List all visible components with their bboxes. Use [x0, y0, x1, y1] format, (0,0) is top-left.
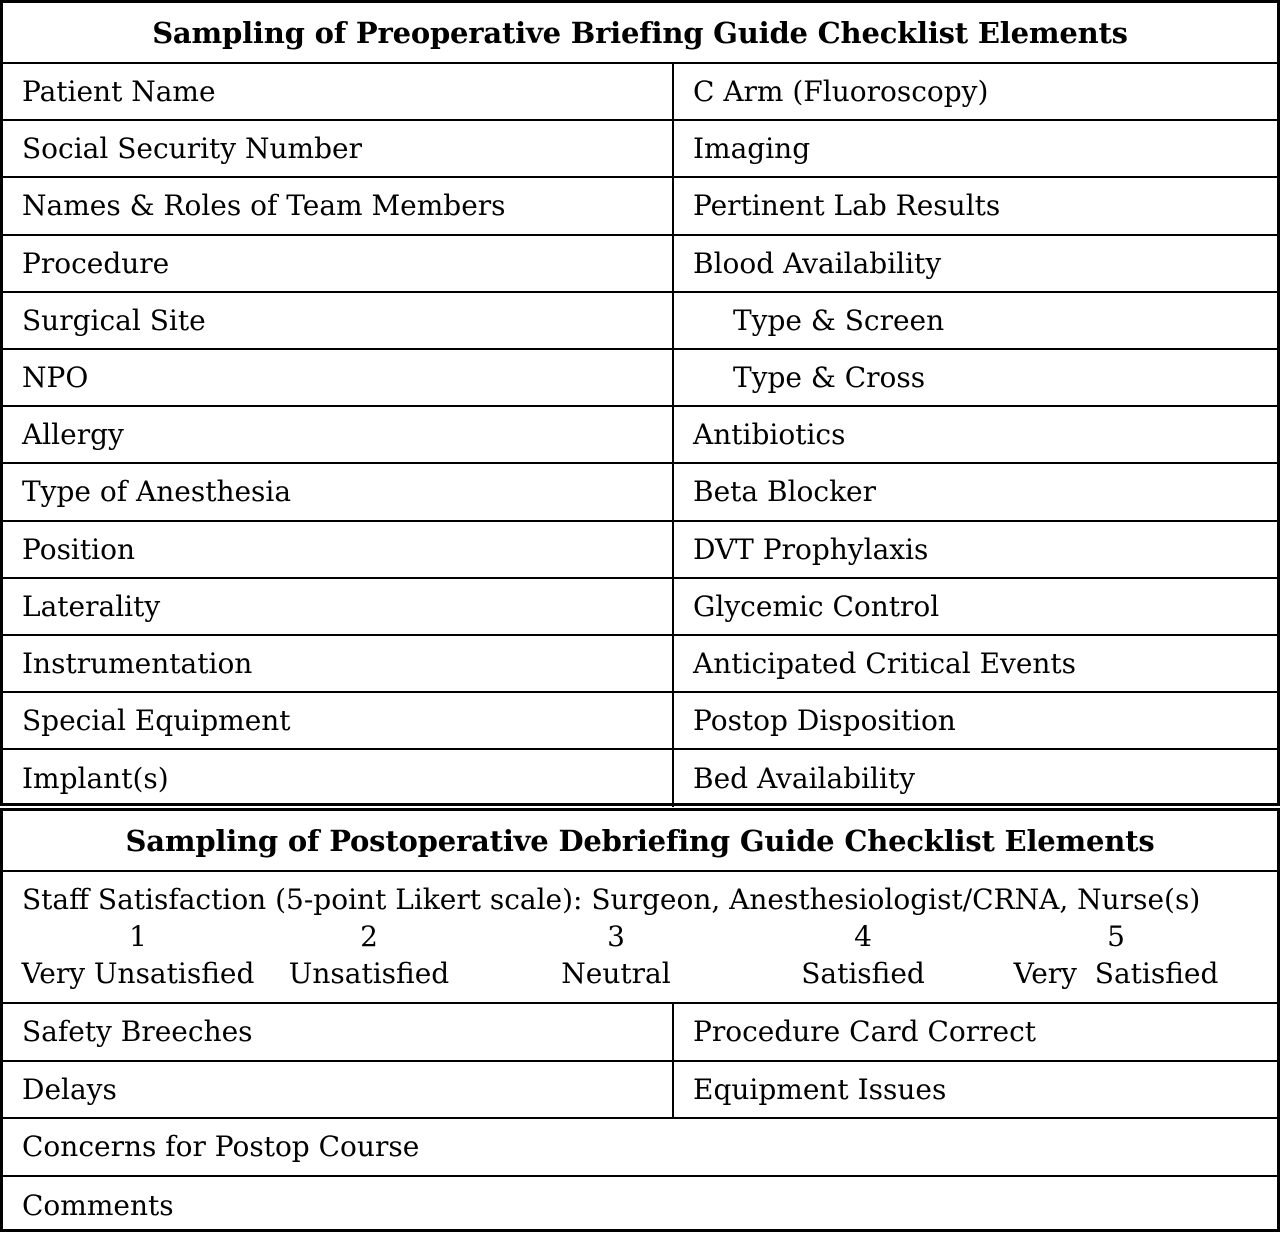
table-row: [3, 350, 1277, 407]
table-row: [3, 636, 1277, 693]
preop-item: Glycemic Control: [674, 579, 1277, 634]
table-row: [3, 1062, 1277, 1120]
preop-item: Surgical Site: [3, 293, 674, 348]
likert-label: Neutral: [486, 957, 746, 990]
preop-item: DVT Prophylaxis: [674, 522, 1277, 577]
preop-item: NPO: [3, 350, 674, 405]
preop-item: Pertinent Lab Results: [674, 178, 1277, 233]
table-row: [3, 121, 1277, 178]
postop-item: Equipment Issues: [674, 1062, 1277, 1118]
likert-label: Satisfied: [733, 957, 993, 990]
preop-item: Antibiotics: [674, 407, 1277, 462]
likert-number: 1: [8, 920, 268, 953]
preop-subitem: Type & Cross: [674, 350, 1277, 405]
postop-item: Comments: [3, 1177, 1277, 1234]
postop-item: Delays: [3, 1062, 674, 1118]
preop-item: Blood Availability: [674, 236, 1277, 291]
likert-label: Very Satisfied: [986, 957, 1246, 990]
table-row: [3, 579, 1277, 636]
preop-item: Procedure: [3, 236, 674, 291]
preop-item: Beta Blocker: [674, 464, 1277, 519]
table-row: [3, 236, 1277, 293]
preop-item: Anticipated Critical Events: [674, 636, 1277, 691]
likert-number: 4: [733, 920, 993, 953]
likert-number: 5: [986, 920, 1246, 953]
postop-item: Procedure Card Correct: [674, 1004, 1277, 1060]
preop-item: Special Equipment: [3, 693, 674, 748]
preop-item: C Arm (Fluoroscopy): [674, 64, 1277, 119]
satisfaction-label: Staff Satisfaction (5-point Likert scale): Surgeon, Anesthesiologist/CRNA, Nurse(s): [22, 883, 1200, 916]
table-row: [3, 293, 1277, 350]
preop-item: Bed Availability: [674, 750, 1277, 807]
table-row: [3, 750, 1277, 807]
likert-label: Unsatisfied: [239, 957, 499, 990]
table-row: [3, 1177, 1277, 1234]
preop-item: Imaging: [674, 121, 1277, 176]
table-row: [3, 693, 1277, 750]
likert-number: 3: [486, 920, 746, 953]
likert-label: Very Unsatisfied: [8, 957, 268, 990]
postop-debriefing-table: [0, 808, 1280, 1232]
likert-number: 2: [239, 920, 499, 953]
preop-item: Allergy: [3, 407, 674, 462]
preop-item: Patient Name: [3, 64, 674, 119]
postop-item: Concerns for Postop Course: [3, 1119, 1277, 1175]
table-row: [3, 1119, 1277, 1177]
preop-item: Implant(s): [3, 750, 674, 807]
preop-table-title: Sampling of Preoperative Briefing Guide Checklist Elements: [3, 3, 1277, 64]
table-row: [3, 178, 1277, 235]
preop-item: Postop Disposition: [674, 693, 1277, 748]
preop-item: Type of Anesthesia: [3, 464, 674, 519]
staff-satisfaction-scale: [3, 872, 1277, 1004]
table-row: [3, 407, 1277, 464]
preop-item: Instrumentation: [3, 636, 674, 691]
table-row: [3, 522, 1277, 579]
table-row: [3, 1004, 1277, 1062]
preop-subitem: Type & Screen: [674, 293, 1277, 348]
postop-item: Safety Breeches: [3, 1004, 674, 1060]
preop-item: Laterality: [3, 579, 674, 634]
preop-item: Position: [3, 522, 674, 577]
postop-table-title: Sampling of Postoperative Debriefing Guide Checklist Elements: [3, 811, 1277, 872]
preop-item: Social Security Number: [3, 121, 674, 176]
table-row: [3, 64, 1277, 121]
preop-item: Names & Roles of Team Members: [3, 178, 674, 233]
table-row: [3, 464, 1277, 521]
